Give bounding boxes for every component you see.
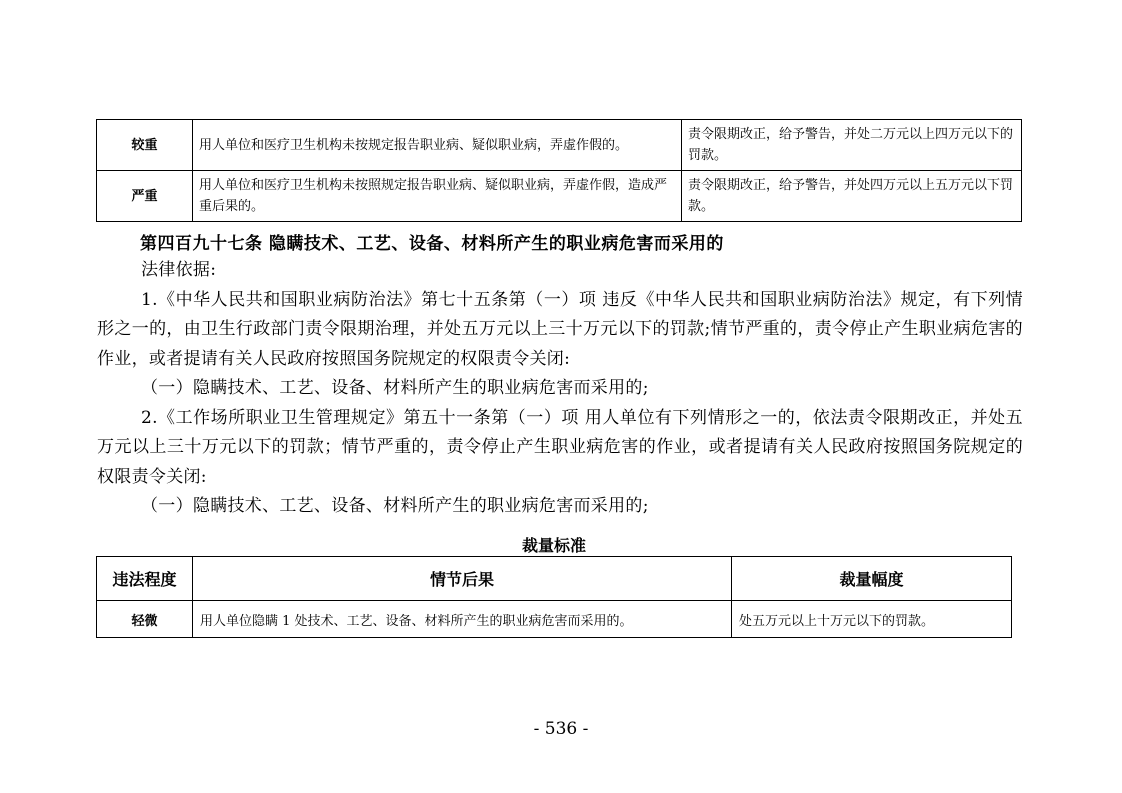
- standard-title: 裁量标准: [521, 536, 586, 555]
- discretion-cell: 责令限期改正，给予警告，并处二万元以上四万元以下的罚款。: [682, 120, 1022, 171]
- discretion-cell: 责令限期改正，给予警告，并处四万元以上五万元以下罚款。: [682, 171, 1022, 222]
- table-row: [97, 120, 1022, 171]
- standard-table: [96, 556, 1012, 638]
- table-row: [97, 601, 1012, 638]
- table-row: [97, 171, 1022, 222]
- legal-basis-label: 法律依据:: [141, 260, 217, 280]
- degree-cell: 轻微: [97, 601, 193, 638]
- degree-cell: 严重: [97, 171, 193, 222]
- paragraph: （一）隐瞒技术、工艺、设备、材料所产生的职业病危害而采用的;: [141, 496, 649, 516]
- column-header: 情节后果: [193, 557, 732, 601]
- article-body: [97, 256, 1023, 522]
- paragraph: 2.《工作场所职业卫生管理规定》第五十一条第（一）项 用人单位有下列情形之一的，依法责令限期改正，并处五万元以上三十万元以下的罚款；情节严重的，责令停止产生职业病危害的作业，或者提请有关人民政府按照国务院规定的权限责令关闭:: [97, 407, 1023, 487]
- table-header-row: [97, 557, 1012, 601]
- column-header: 裁量幅度: [732, 557, 1012, 601]
- paragraph: 1.《中华人民共和国职业病防治法》第七十五条第（一）项 违反《中华人民共和国职业病防治法》规定，有下列情形之一的，由卫生行政部门责令限期治理，并处五万元以上三十万元以下的罚款;情节严重的，责令停止产生职业病危害的作业，或者提请有关人民政府按照国务院规定的权限责令关闭:: [97, 289, 1023, 369]
- page-number: - 536 -: [533, 719, 589, 739]
- circumstance-cell: 用人单位和医疗卫生机构未按规定报告职业病、疑似职业病，弄虚作假的。: [193, 120, 682, 171]
- degree-cell: 较重: [97, 120, 193, 171]
- discretion-cell: 处五万元以上十万元以下的罚款。: [732, 601, 1012, 638]
- previous-standard-table: [96, 119, 1022, 222]
- paragraph: （一）隐瞒技术、工艺、设备、材料所产生的职业病危害而采用的;: [141, 378, 649, 398]
- article-title: 第四百九十七条 隐瞒技术、工艺、设备、材料所产生的职业病危害而采用的: [140, 234, 724, 254]
- circumstance-cell: 用人单位隐瞒 1 处技术、工艺、设备、材料所产生的职业病危害而采用的。: [193, 601, 732, 638]
- circumstance-cell: 用人单位和医疗卫生机构未按照规定报告职业病、疑似职业病，弄虚作假，造成严重后果的。: [193, 171, 682, 222]
- column-header: 违法程度: [97, 557, 193, 601]
